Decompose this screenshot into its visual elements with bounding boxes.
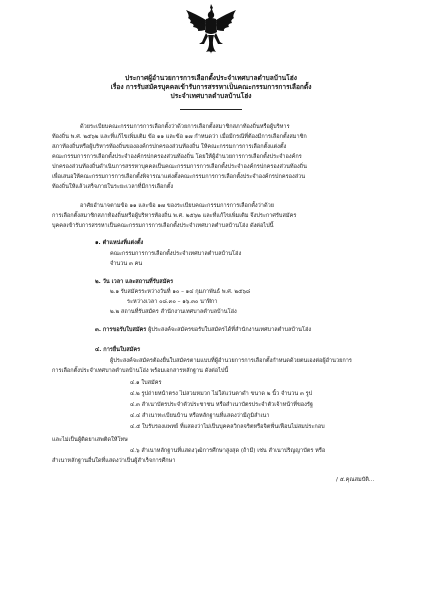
authority-line: อาศัยอำนาจตามข้อ ๑๑ และข้อ ๑๗ ของระเบียบคณะกรรมการการเลือกตั้งว่าด้วย <box>80 203 274 209</box>
submission-intro: ผู้ประสงค์จะสมัครต้องยื่นใบสมัครตามแบบที่ผู้อำนวยการการเลือกตั้งกำหนดด้วยตนเองต่อผู้อำนวยการ <box>110 358 352 364</box>
doc-item-cont: และไม่เป็นผู้ติดยาเสพติดให้โทษ <box>52 437 128 443</box>
form-pickup-text: ผู้ประสงค์จะสมัครขอรับใบสมัครได้ที่สำนักงานเทศบาลตำบลบ้านโฮ่ง <box>148 327 312 333</box>
intro-line: ปกครองส่วนท้องถิ่นดำเนินการสรรหาบุคคลเป็นคณะกรรมการการเลือกตั้งประจำองค์กรปกครองส่วนท้องถิ่น <box>52 164 307 170</box>
doc-item-cont: สำเนาหลักฐานอื่นใดที่แสดงว่าเป็นผู้สำเร็จการศึกษา <box>52 458 176 464</box>
intro-line: เพื่อเสนอให้คณะกรรมการการเลือกตั้งพิจารณาแต่งตั้งคณะกรรมการการเลือกตั้งประจำองค์กรปกครองส่วน <box>52 174 306 180</box>
submission-intro-cont: การเลือกตั้งประจำเทศบาลตำบลบ้านโฮ่ง พร้อมเอกสารหลักฐาน ดังต่อไปนี้ <box>52 368 229 374</box>
position-count: จำนวน ๓ คน <box>110 261 143 267</box>
section-heading-submission: ๔. การยื่นใบสมัคร <box>95 347 141 353</box>
authority-line: บุคคลเข้ารับการสรรหาเป็นคณะกรรมการการเลือกตั้งประจำเทศบาลตำบลบ้านโฮ่ง ดังต่อไปนี้ <box>52 223 274 229</box>
intro-line: ท้องถิ่นให้แล้วเสร็จภายในระยะเวลาที่มีการเลือกตั้ง <box>52 184 174 190</box>
doc-item: ๔.๖ สำเนาหลักฐานที่แสดงวุฒิการศึกษาสูงสุด (ถ้ามี) เช่น สำเนาปริญญาบัตร หรือ <box>130 448 326 454</box>
section-heading-schedule: ๒. วัน เวลา และสถานที่รับสมัคร <box>95 279 174 285</box>
authority-line: การเลือกตั้งสมาชิกสภาท้องถิ่นหรือผู้บริหารท้องถิ่น พ.ศ. ๒๕๖๒ และที่แก้ไขเพิ่มเติม จึงประกาศรับสมัคร <box>52 213 297 219</box>
intro-line: ท้องถิ่น พ.ศ. ๒๕๖๒ และที่แก้ไขเพิ่มเติม ข้อ ๑๑ และข้อ ๑๗ กำหนดว่า เมื่อมีกรณีที่ต้องมีการเลือกตั้งสมาชิก <box>52 134 307 140</box>
position-name: คณะกรรมการการเลือกตั้งประจำเทศบาลตำบลบ้านโฮ่ง <box>110 251 242 257</box>
doc-item: ๔.๑ ใบสมัคร <box>130 380 162 386</box>
section-application-form <box>95 327 311 334</box>
announcement-title: ประกาศผู้อำนวยการการเลือกตั้งประจำเทศบาลตำบลบ้านโฮ่ง <box>125 74 297 82</box>
schedule-dates: ๒.๑ รับสมัครระหว่างวันที่ ๑๐ – ๑๔ กุมภาพันธ์ พ.ศ. ๒๕๖๘ <box>110 289 251 295</box>
section-heading-form: ๓. การขอรับใบสมัคร <box>95 327 147 333</box>
doc-item: ๔.๓ สำเนาบัตรประจำตัวประชาชน หรือสำเนาบัตรประจำตัวเจ้าหน้าที่ของรัฐ <box>130 402 313 408</box>
doc-item: ๔.๒ รูปถ่ายหน้าตรง ไม่สวมหมวก ไม่ใส่แว่นตาดำ ขนาด ๒ นิ้ว จำนวน ๓ รูป <box>130 391 313 397</box>
announcement-subject: เรื่อง การรับสมัครบุคคลเข้ารับการสรรหาเป็นคณะกรรมการการเลือกตั้ง <box>110 83 312 91</box>
announcement-subject-cont: ประจำเทศบาลตำบลบ้านโฮ่ง <box>170 92 252 100</box>
title-divider <box>180 109 242 110</box>
intro-line: สภาท้องถิ่นหรือผู้บริหารท้องถิ่นขององค์กรปกครองส่วนท้องถิ่น ให้คณะกรรมการการเลือกตั้งแต่งตั้ง <box>52 144 287 150</box>
intro-line: ด้วยระเบียบคณะกรรมการการเลือกตั้งว่าด้วยการเลือกตั้งสมาชิกสภาท้องถิ่นหรือผู้บริหาร <box>80 124 290 130</box>
schedule-place: ๒.๒ สถานที่รับสมัคร สำนักงานเทศบาลตำบลบ้านโฮ่ง <box>110 309 237 315</box>
garuda-emblem-icon <box>182 2 240 58</box>
doc-item: ๔.๕ ใบรับรองแพทย์ ที่แสดงว่าไม่เป็นบุคคลวิกลจริตหรือจิตฟั่นเฟือนไม่สมประกอบ <box>130 424 325 430</box>
schedule-time: ระหว่างเวลา ๐๘.๓๐ – ๑๖.๓๐ นาฬิกา <box>127 299 218 305</box>
section-heading-position: ๑. ตำแหน่งที่แต่งตั้ง <box>95 240 144 246</box>
doc-item: ๔.๔ สำเนาทะเบียนบ้าน หรือหลักฐานที่แสดงว่ามีภูมิลำเนา <box>130 413 270 419</box>
continued-note: / ๕.คุณสมบัติ... <box>336 477 375 483</box>
intro-line: คณะกรรมการการเลือกตั้งประจำองค์กรปกครองส่วนท้องถิ่น โดยให้ผู้อำนวยการการเลือกตั้งประจำองค์กร <box>52 154 302 160</box>
